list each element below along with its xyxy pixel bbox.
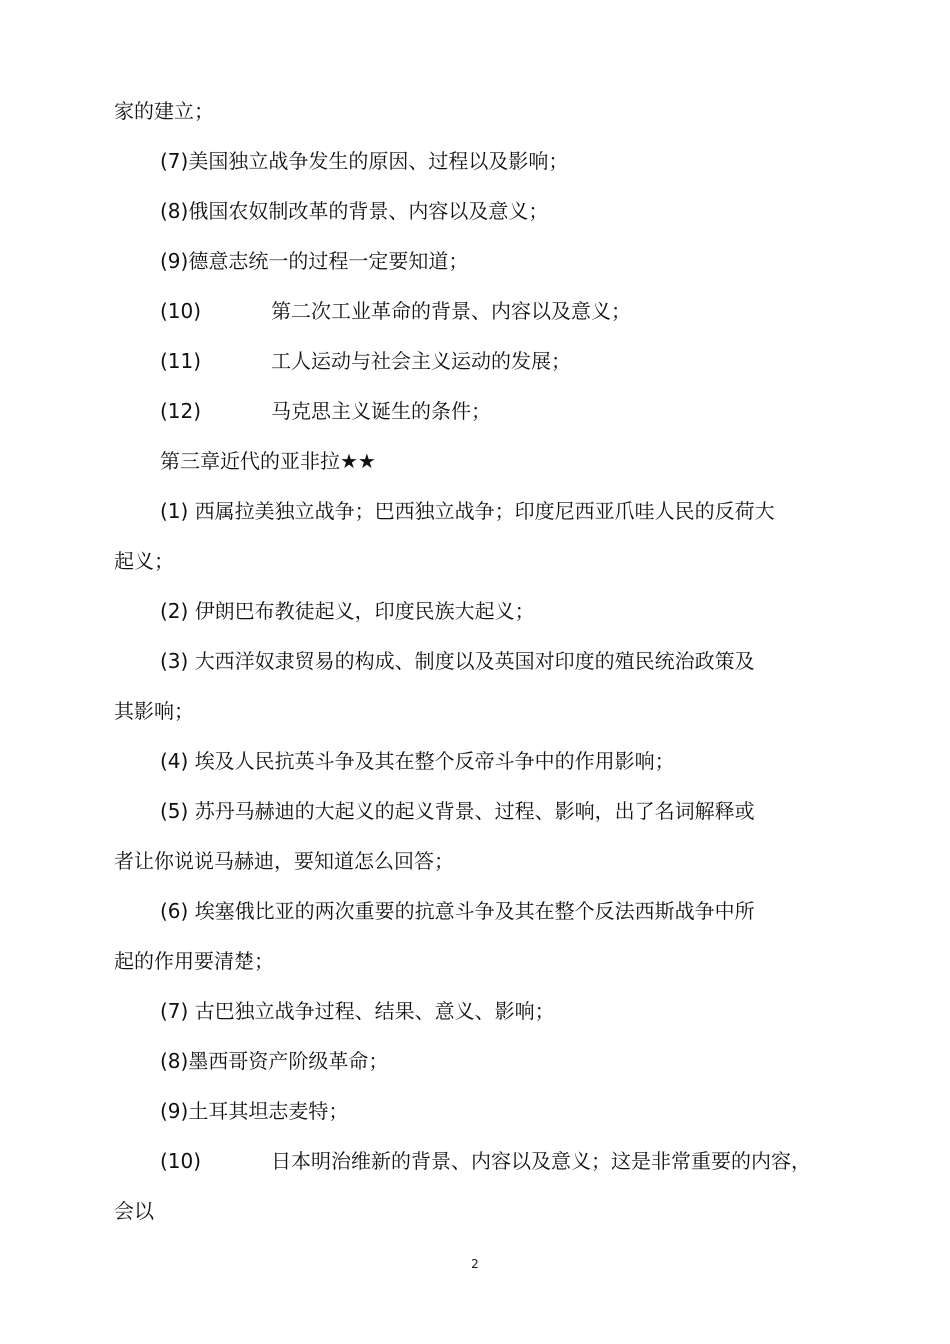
list-item: (9)土耳其坦志麦特； <box>160 1099 349 1123</box>
list-number: (12) <box>160 399 202 423</box>
list-item: (7) 古巴独立战争过程、结果、意义、影响； <box>160 999 555 1023</box>
list-item <box>160 347 830 375</box>
list-item: (6) 埃塞俄比亚的两次重要的抗意斗争及其在整个反法西斯战争中所 <box>160 899 755 923</box>
list-item: (1) 西属拉美独立战争；巴西独立战争；印度尼西亚爪哇人民的反荷大 <box>160 499 775 523</box>
list-number: (10) <box>160 299 202 323</box>
list-item <box>160 1147 830 1175</box>
list-item: (4) 埃及人民抗英斗争及其在整个反帝斗争中的作用影响； <box>160 749 675 773</box>
list-item: (3) 大西洋奴隶贸易的构成、制度以及英国对印度的殖民统治政策及 <box>160 649 755 673</box>
text-line: 起的作用要清楚； <box>114 949 274 973</box>
list-number: (10) <box>160 1149 202 1173</box>
text-line: 会以 <box>114 1199 154 1223</box>
text-line: 其影响； <box>114 699 194 723</box>
list-item: (8)墨西哥资产阶级革命； <box>160 1049 389 1073</box>
text-line: 起义； <box>114 549 174 573</box>
list-text: 第二次工业革命的背景、内容以及意义； <box>271 299 632 323</box>
text-line: 者让你说说马赫迪，要知道怎么回答； <box>114 849 454 873</box>
list-text: 工人运动与社会主义运动的发展； <box>271 349 572 373</box>
list-item: (9)德意志统一的过程一定要知道； <box>160 249 469 273</box>
chapter-heading: 第三章近代的亚非拉★★ <box>160 449 376 473</box>
list-text: 日本明治维新的背景、内容以及意义；这是非常重要的内容， <box>271 1149 812 1173</box>
list-item <box>160 397 830 425</box>
list-item <box>160 297 830 325</box>
page-number: 2 <box>471 1257 479 1271</box>
list-item: (8)俄国农奴制改革的背景、内容以及意义； <box>160 199 549 223</box>
list-text: 马克思主义诞生的条件； <box>271 399 492 423</box>
list-item: (7)美国独立战争发生的原因、过程以及影响； <box>160 149 569 173</box>
list-item: (5) 苏丹马赫迪的大起义的起义背景、过程、影响，出了名词解释或 <box>160 799 755 823</box>
list-number: (11) <box>160 349 202 373</box>
text-line: 家的建立； <box>114 99 214 123</box>
list-item: (2) 伊朗巴布教徒起义，印度民族大起义； <box>160 599 535 623</box>
